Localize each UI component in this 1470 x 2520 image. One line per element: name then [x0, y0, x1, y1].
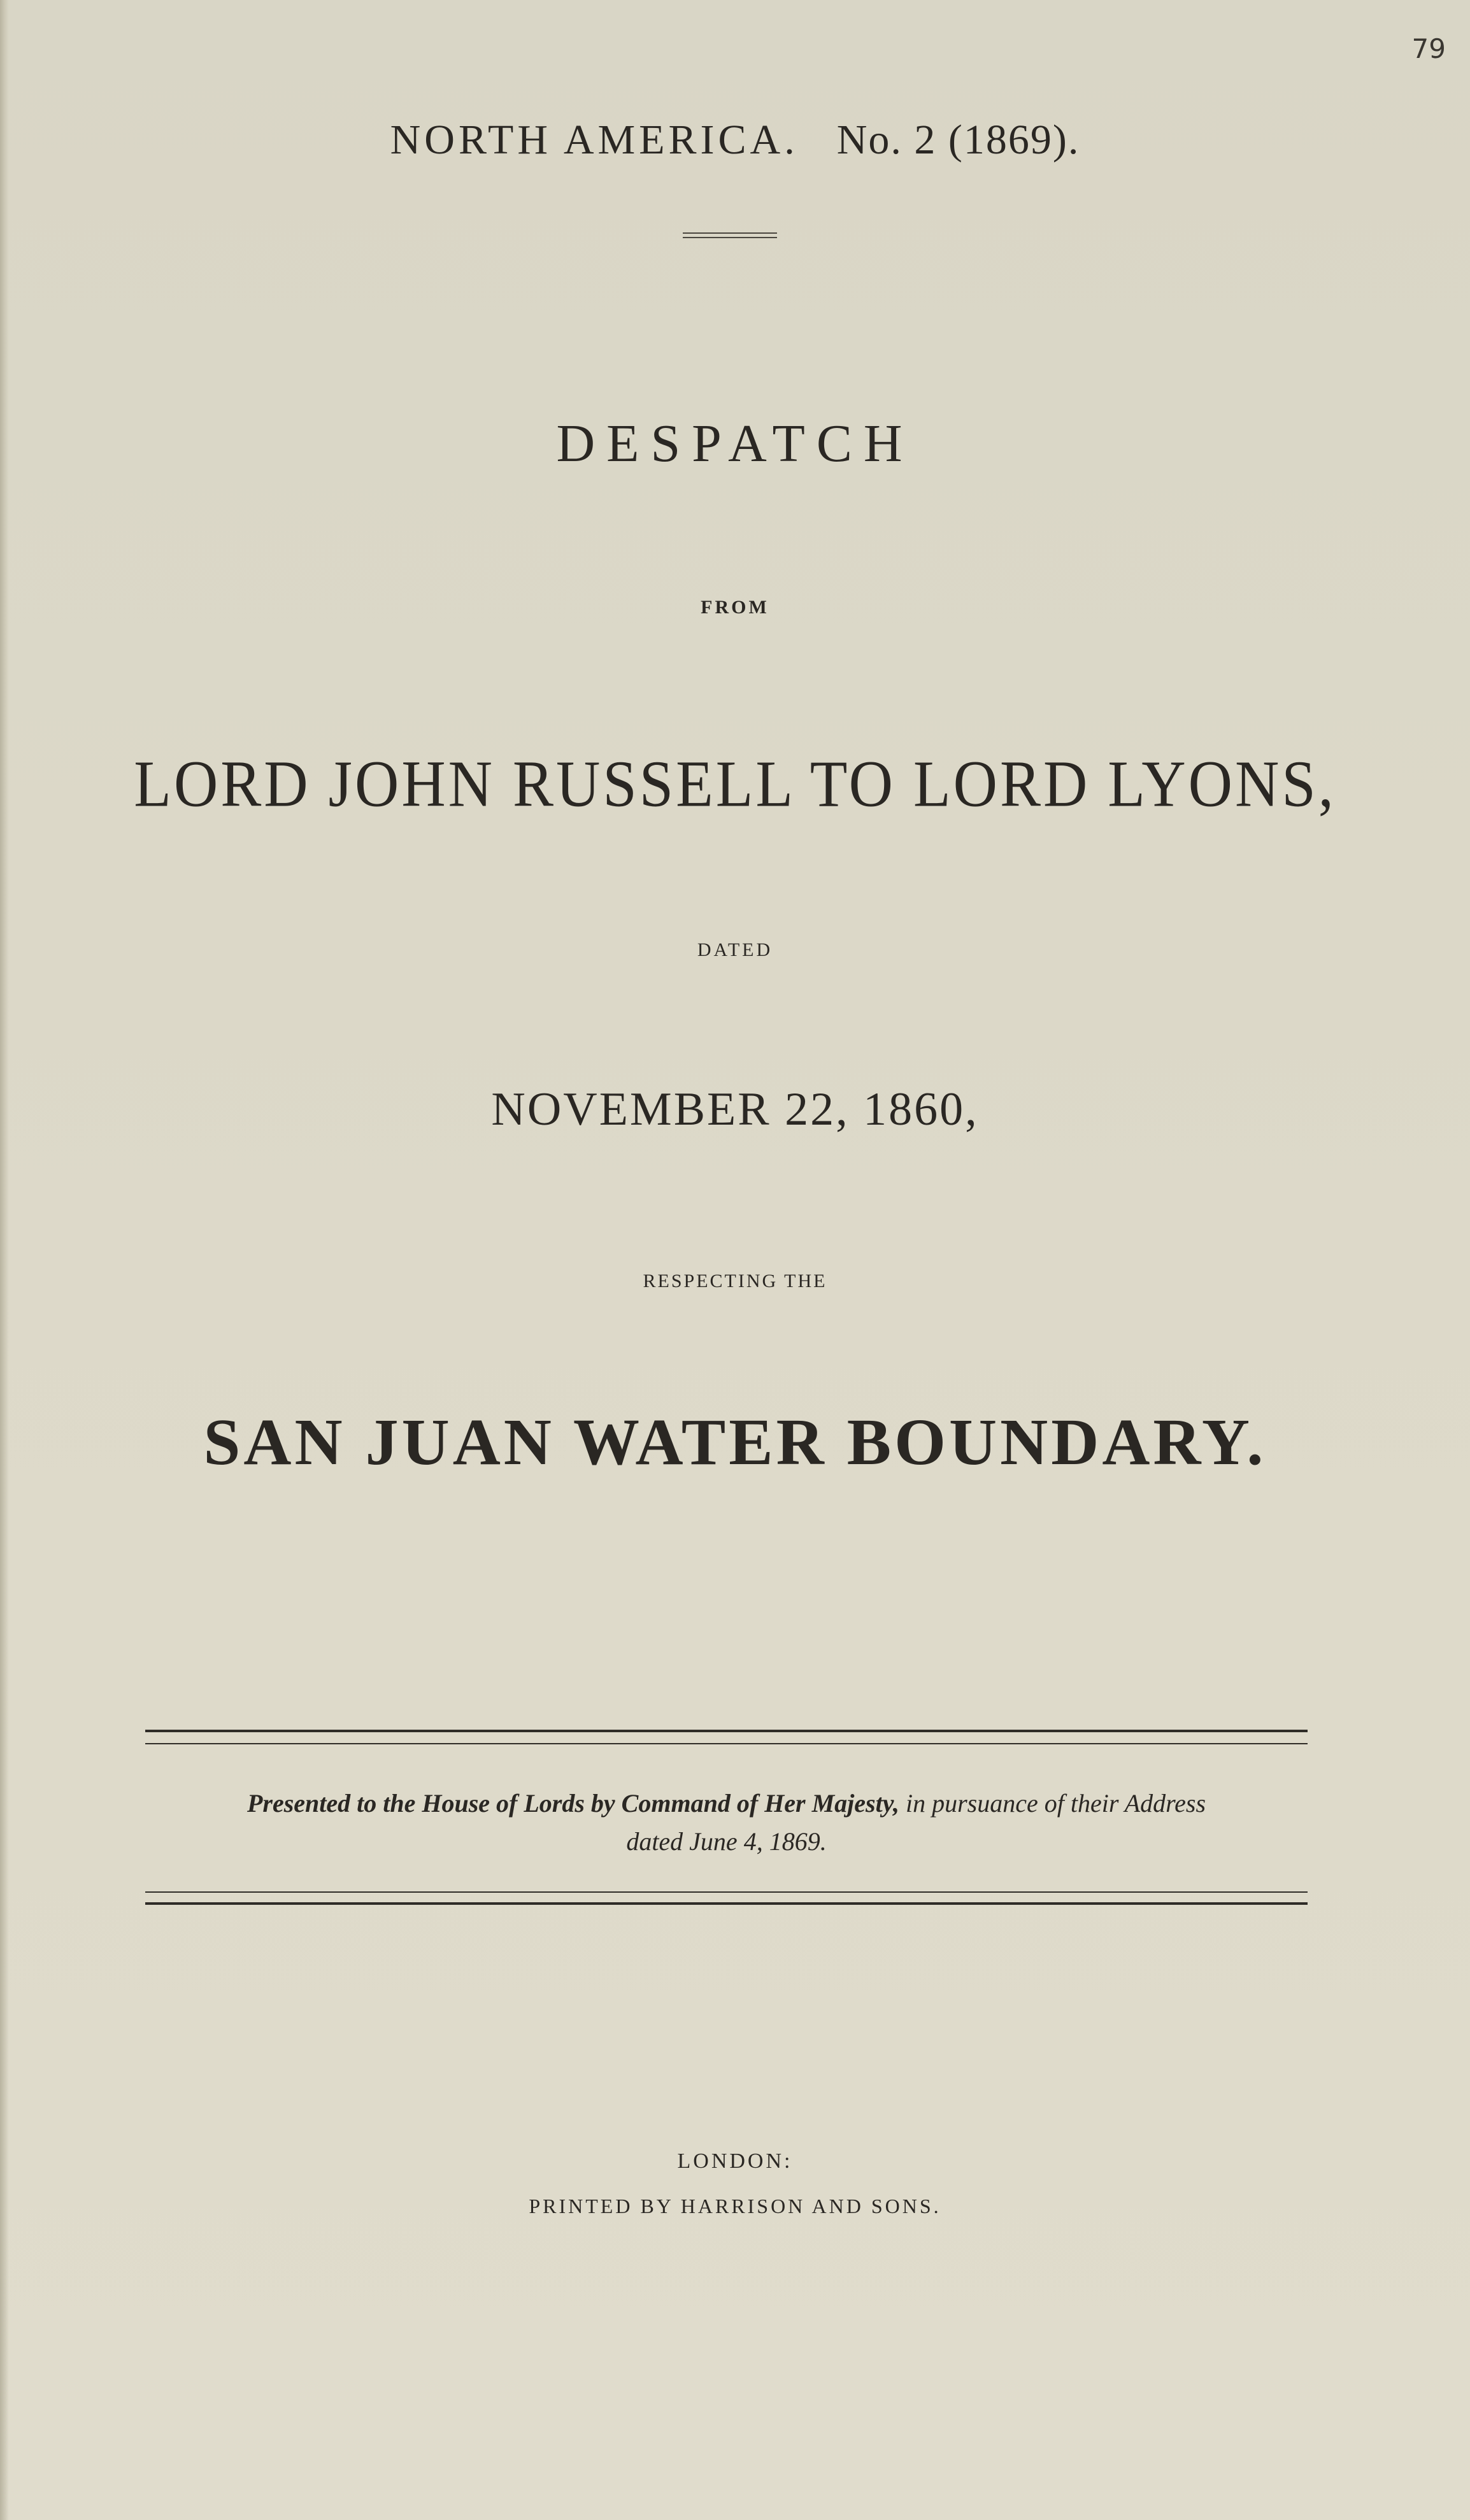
series-heading — [0, 116, 1470, 164]
presentation-note — [145, 1784, 1308, 1861]
from-label: FROM — [701, 597, 769, 618]
presentation-continuation: in pursuance of their Address — [905, 1789, 1206, 1818]
dated-label: DATED — [697, 939, 773, 960]
series-region: NORTH AMERICA. — [390, 117, 799, 163]
rule-upper-thin — [145, 1743, 1308, 1744]
imprint-place: LONDON: — [677, 2149, 793, 2173]
presentation-date-line: dated June 4, 1869. — [626, 1827, 827, 1856]
parties-heading: LORD JOHN RUSSELL TO LORD LYONS, — [134, 746, 1336, 821]
respecting-label: RESPECTING THE — [643, 1271, 827, 1292]
binding-edge — [0, 0, 9, 2520]
subject-heading: SAN JUAN WATER BOUNDARY. — [203, 1406, 1267, 1479]
ornamental-double-rule — [683, 232, 777, 238]
rule-lower-thin — [145, 1891, 1308, 1893]
despatch-date: NOVEMBER 22, 1860, — [491, 1083, 979, 1135]
rule-upper-thick — [145, 1730, 1308, 1732]
rule-lower-thick — [145, 1902, 1308, 1905]
document-title: DESPATCH — [556, 414, 914, 473]
series-number: No. 2 (1869). — [836, 117, 1080, 163]
page-number: 79 — [1411, 33, 1446, 64]
imprint-printer: PRINTED BY HARRISON AND SONS. — [529, 2195, 941, 2217]
presentation-lead: Presented to the House of Lords by Command of Her Majesty, — [246, 1789, 899, 1818]
